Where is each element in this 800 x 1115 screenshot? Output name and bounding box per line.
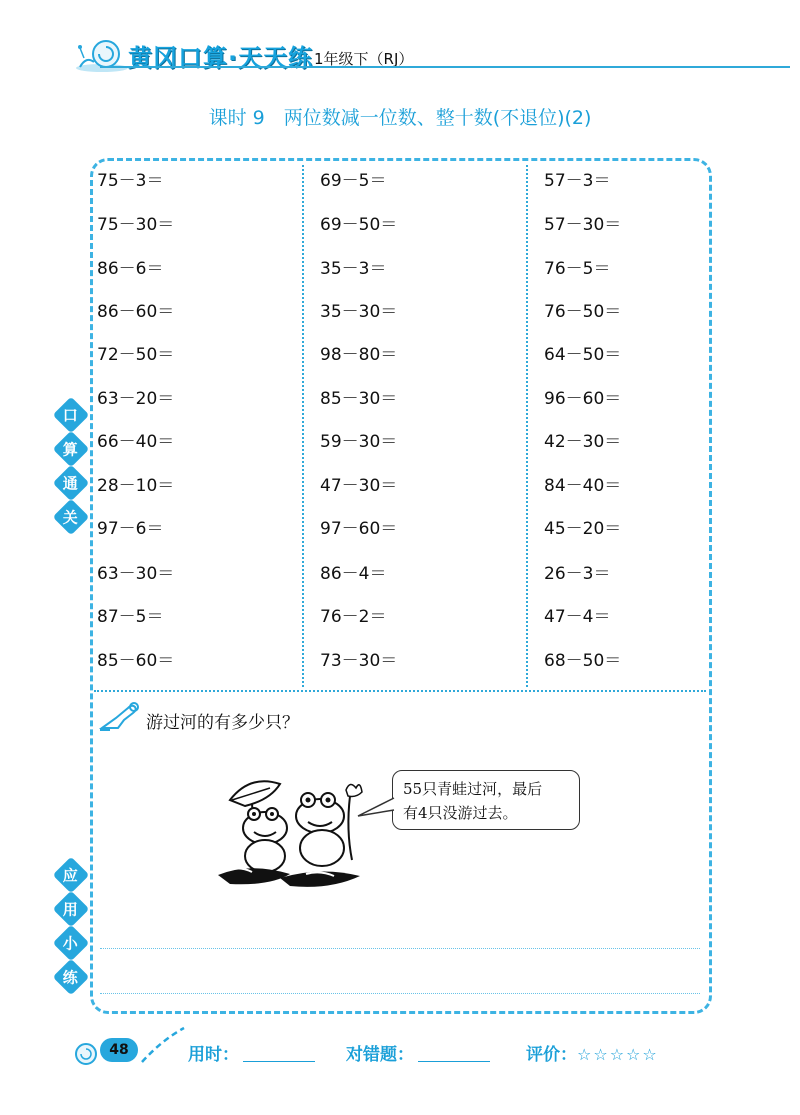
side-label-char: 算 bbox=[53, 431, 90, 468]
pointing-hand-icon bbox=[98, 700, 142, 738]
problem: 75－3＝ bbox=[97, 171, 164, 191]
side-label-char: 小 bbox=[53, 925, 90, 962]
problem: 47－30＝ bbox=[320, 476, 398, 496]
side-label-char: 关 bbox=[53, 499, 90, 536]
column-divider bbox=[302, 165, 304, 687]
problem: 72－50＝ bbox=[97, 345, 175, 365]
problem: 57－30＝ bbox=[544, 215, 622, 235]
problem: 45－20＝ bbox=[544, 519, 622, 539]
rating-field bbox=[526, 1040, 659, 1065]
speech-line: 有4只没游过去。 bbox=[403, 804, 518, 822]
problem: 85－30＝ bbox=[320, 389, 398, 409]
problem: 84－40＝ bbox=[544, 476, 622, 496]
problem: 35－3＝ bbox=[320, 259, 387, 279]
problem: 26－3＝ bbox=[544, 564, 611, 584]
problem: 35－30＝ bbox=[320, 302, 398, 322]
problem: 76－2＝ bbox=[320, 607, 387, 627]
problem: 97－60＝ bbox=[320, 519, 398, 539]
lesson-title: 课时 9 两位数减一位数、整十数(不退位)(2) bbox=[208, 107, 592, 129]
problem: 68－50＝ bbox=[544, 651, 622, 671]
problem: 97－6＝ bbox=[97, 519, 164, 539]
problem: 76－5＝ bbox=[544, 259, 611, 279]
problem: 69－5＝ bbox=[320, 171, 387, 191]
errors-field bbox=[346, 1040, 490, 1065]
problem: 98－80＝ bbox=[320, 345, 398, 365]
time-blank[interactable] bbox=[243, 1061, 315, 1062]
grade-label: 1年级下（RJ） bbox=[314, 50, 414, 68]
problem: 75－30＝ bbox=[97, 215, 175, 235]
side-label-char: 应 bbox=[53, 857, 90, 894]
problem: 64－50＝ bbox=[544, 345, 622, 365]
problem: 47－4＝ bbox=[544, 607, 611, 627]
snail-logo-icon bbox=[72, 34, 132, 78]
frogs-illustration bbox=[210, 770, 385, 899]
speech-bubble bbox=[392, 770, 580, 830]
time-field bbox=[188, 1040, 315, 1065]
side-label-char: 通 bbox=[53, 465, 90, 502]
errors-blank[interactable] bbox=[418, 1061, 490, 1062]
answer-line[interactable] bbox=[100, 993, 700, 994]
time-label: 用时： bbox=[188, 1045, 239, 1065]
problem: 87－5＝ bbox=[97, 607, 164, 627]
errors-label: 对错题： bbox=[346, 1045, 414, 1065]
problem: 63－30＝ bbox=[97, 564, 175, 584]
problem: 73－30＝ bbox=[320, 651, 398, 671]
problem: 86－6＝ bbox=[97, 259, 164, 279]
word-problem-question: 游过河的有多少只？ bbox=[146, 713, 299, 733]
problem: 66－40＝ bbox=[97, 432, 175, 452]
header-divider bbox=[100, 66, 790, 68]
problem: 86－4＝ bbox=[320, 564, 387, 584]
side-label-char: 口 bbox=[53, 397, 90, 434]
rating-label: 评价： bbox=[526, 1045, 577, 1065]
brand-title: 黄冈口算·天天练 bbox=[128, 44, 314, 72]
problem: 86－60＝ bbox=[97, 302, 175, 322]
problem: 69－50＝ bbox=[320, 215, 398, 235]
problem: 59－30＝ bbox=[320, 432, 398, 452]
speech-tail-icon bbox=[356, 796, 396, 824]
speech-line: 55只青蛙过河，最后 bbox=[403, 780, 543, 798]
side-label-char: 练 bbox=[53, 959, 90, 996]
section-divider bbox=[94, 690, 706, 692]
column-divider bbox=[526, 165, 528, 687]
page-number: 48 bbox=[100, 1038, 138, 1062]
rating-stars[interactable]: ☆☆☆☆☆ bbox=[577, 1045, 659, 1064]
problem: 63－20＝ bbox=[97, 389, 175, 409]
answer-line[interactable] bbox=[100, 948, 700, 949]
problem: 28－10＝ bbox=[97, 476, 175, 496]
problem: 85－60＝ bbox=[97, 651, 175, 671]
problem: 76－50＝ bbox=[544, 302, 622, 322]
exercise-box bbox=[90, 158, 712, 1014]
problem: 42－30＝ bbox=[544, 432, 622, 452]
side-label-char: 用 bbox=[53, 891, 90, 928]
problem: 57－3＝ bbox=[544, 171, 611, 191]
problem: 96－60＝ bbox=[544, 389, 622, 409]
